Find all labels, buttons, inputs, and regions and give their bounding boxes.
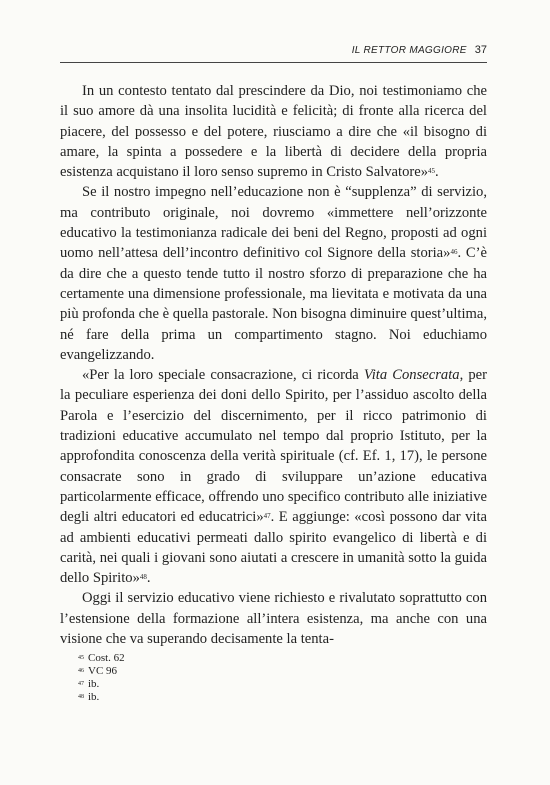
footnote-ref: 48 <box>139 573 147 582</box>
footnote-ref: 46 <box>450 248 458 257</box>
footnote <box>78 678 125 691</box>
emphasis-text: Vita Consecrata <box>363 367 460 384</box>
running-header <box>60 44 487 63</box>
text-span: , per la peculiare esperienza dei doni dello Spirito, per l’assiduo ascolto della Parola e l’esercizio del discernimento, per il ricco patrimonio di tradizioni educative accumulato nel tempo dal proprio Istituto, per la approfondita conoscenza della verità spirituale (cf. Ef. 1, 17), le persone consacrate sono in grado di sviluppare un’azione educativa particolarmente efficace, offrendo uno specifico contributo alle iniziative degli altri educatori ed educatrici» <box>60 367 487 526</box>
text-span: . <box>435 164 439 181</box>
footnote <box>78 691 125 704</box>
footnote <box>78 665 125 678</box>
text-span: Se il nostro impegno nell’educazione non è “supplenza” di servizio, ma contributo originale, noi dovremo «immettere nell’orizzonte educativo la testimonianza radicale dei beni del Regno, proposti ad ogni uomo nell’attesa dell’incontro definitivo col Signore della storia» <box>60 184 487 262</box>
footnote-ref: 45 <box>428 167 436 176</box>
text-span: . <box>146 570 151 587</box>
footnote-text: VC 96 <box>88 665 118 677</box>
text-span: . E aggiunge: «così possono dar vita ad ambienti educativi permeati dallo spirito evangelico di libertà e di carità, nei quali i giovani sono aiutati a crescere in umanità sotto la guida dello Spirito» <box>60 509 488 587</box>
text-span: In un contesto tentato dal prescindere da Dio, noi testimoniamo che il suo amore dà una insolita lucidità e felicità; di fronte alla ricerca del piacere, del possesso e del potere, riusciamo a dire che «il bisogno di amare, la spinta a possedere e la libertà di decidere della propria esistenza acquistano il loro senso supremo in Cristo Salvatore» <box>60 83 487 181</box>
footnote-number: 47 <box>78 681 84 687</box>
page-number: 37 <box>474 44 487 56</box>
footnote <box>78 652 125 665</box>
running-title: IL RETTOR MAGGIORE <box>351 45 467 56</box>
footnote-text: ib. <box>88 691 100 703</box>
footnote-number: 48 <box>78 694 84 700</box>
paragraph <box>60 182 487 365</box>
footnote-text: ib. <box>88 678 100 690</box>
paragraph <box>60 588 487 649</box>
footnotes <box>78 652 125 704</box>
text-span: Oggi il servizio educativo viene richiesto e rivalutato soprattutto con l’estensione della formazione all’intera esistenza, ma anche con una visione che va superando decisamente la tenta- <box>60 590 487 648</box>
paragraph <box>60 365 487 588</box>
footnote-number: 45 <box>78 655 84 661</box>
text-span: . C’è da dire che a questo tende tutto il nostro sforzo di preparazione che ha certamente una dimensione professionale, ma lievitata e motivata da una più profonda che è quella pastorale. Non bisogna diminuire quest’ultima, né fare della prima un compartimento stagno. Noi educhiamo evangelizzando. <box>60 245 487 363</box>
footnote-text: Cost. 62 <box>88 652 125 664</box>
text-span: «Per la loro speciale consacrazione, ci ricorda <box>82 367 364 384</box>
paragraph <box>60 81 487 182</box>
footnote-number: 46 <box>78 668 84 674</box>
footnote-ref: 47 <box>263 512 271 521</box>
body-text <box>60 81 487 649</box>
